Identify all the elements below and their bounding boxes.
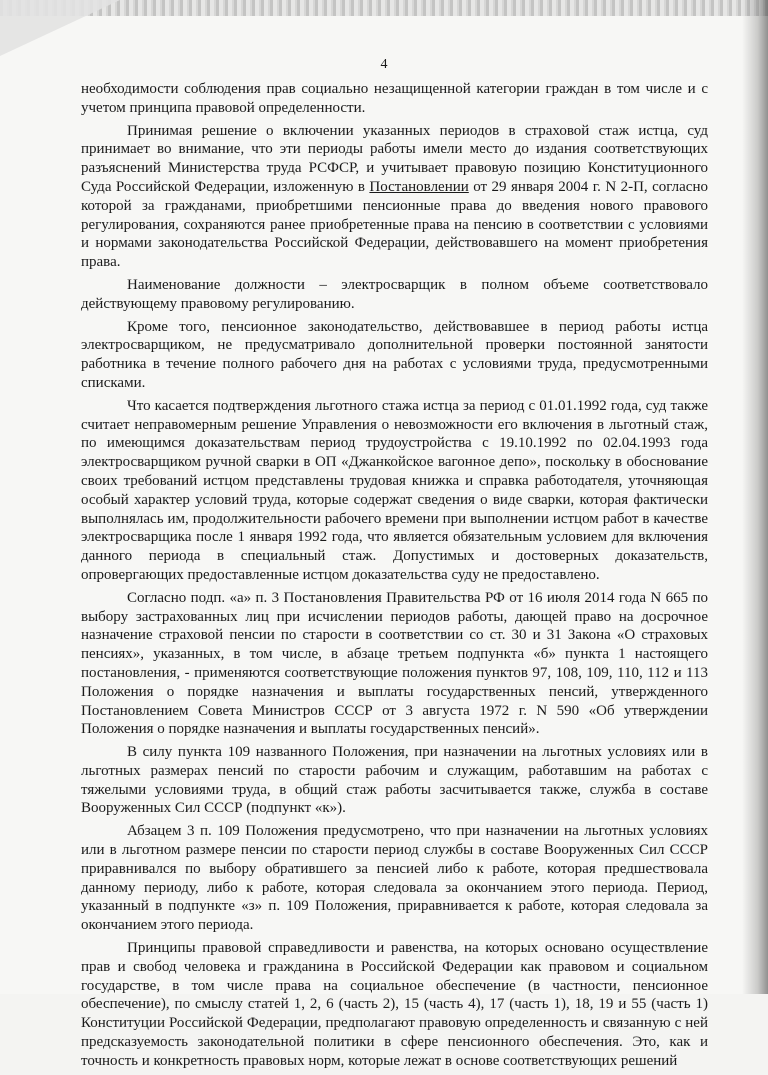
paragraph-pension-law: Кроме того, пенсионное законодательство, действовавшее в период работы истца электросварщиком, не предусматривало дополнительной проверки постоянной занятости работника в течение полного рабочего дня на работах с условиями труда, предусмотренными списками.	[81, 318, 708, 391]
paragraph-paragraph-3: Абзацем 3 п. 109 Положения предусмотрено, что при назначении на льготных условиях или в льготном размере пенсии по старости период службы в составе Вооруженных Сил СССР приравнивался по выбору обратившего за пенсией либо к работе, которая предшествовала данному периоду, либо к работе, которая следовала за окончанием этого периода. Период, указанный в подпункте «з» п. 109 Положения, приравнивается к работе, которая следовала за окончанием этого периода.	[81, 823, 708, 934]
paragraph-preferential-service: Что касается подтверждения льготного стажа истца за период с 01.01.1992 года, суд также считает неправомерным решение Управления о невозможности его включения в льготный стаж, по имеющимся доказательствам период трудоустройства с 19.10.1992 по 02.04.1993 года электросварщиком ручной сварки в ОП «Джанкойское вагонное депо», поскольку в обоснование своих требований истцом представлены трудовая книжка и справка работодателя, уточняющая особый характер условий труда, которые содержат сведения о виде сварки, которая фактически выполнялась им, продолжительности рабочего времени при выполнении истцом работ в качестве электросварщика после 1 января 1992 года, что является обязательным условием для включения данного периода в специальный стаж. Допустимых и достоверных доказательств, опровергающих предоставленные истцом доказательства суду не предоставлено.	[81, 397, 708, 583]
paragraph-principles: Принципы правовой справедливости и равенства, на которых основано осуществление прав и свобод человека и гражданина в Российской Федерации как правовом и социальном государстве, в том числе права на социальное обеспечение (в частности, пенсионное обеспечение), по смыслу статей 1, 2, 6 (часть 2), 15 (часть 4), 17 (часть 1), 18, 19 и 55 (часть 1) Конституции Российской Федерации, предполагают правовую определенность и связанную с ней предсказуемость законодательной политики в сфере пенсионного обеспечения. Это, как и точность и конкретность правовых норм, которые лежат в основе соответствующих решений	[81, 940, 708, 1069]
paragraph-position-title: Наименование должности – электросварщик в полном объеме соответствовало действующему правовому регулированию.	[81, 276, 708, 312]
scan-shadow-edge	[742, 0, 768, 994]
paragraph-constitutional-court	[81, 122, 708, 272]
paragraph-government-decree: Согласно подп. «а» п. 3 Постановления Правительства РФ от 16 июля 2014 года N 665 по выбору застрахованных лиц при исчислении периодов работы, дающей право на досрочное назначение страховой пенсии по старости в соответствии со ст. 30 и 31 Закона «О страховых пенсиях», указанных, в том числе, в абзаце третьем подпункта «б» пункта 1 настоящего постановления, - применяются соответствующие положения пунктов 97, 108, 109, 110, 112 и 113 Положения о порядке назначения и выплаты государственных пенсий, утвержденного Постановлением Совета Министров СССР от 3 августа 1972 г. N 590 «Об утверждении Положения о порядке назначения и выплаты государственных пенсий».	[81, 589, 708, 738]
paragraph-text: от 29 января 2004 г. N 2-П, согласно которой за гражданами, приобретшими пенсионные права до введения нового правового регулирования, сохраняются ранее приобретенные права на пенсию в соответствии с условиями и нормами законодательства Российской Федерации, действовавшего на момент приобретения права.	[81, 178, 708, 271]
folded-corner	[0, 0, 120, 56]
paragraph-point-109: В силу пункта 109 названного Положения, при назначении на льготных условиях или в льготных размерах пенсий по старости рабочим и служащим, работавшим на работах с тяжелыми условиями труда, в общий стаж работы засчитывается также, служба в составе Вооруженных Сил СССР (подпункт «к»).	[81, 744, 708, 817]
document-body	[81, 80, 708, 1075]
paragraph-text: Принимая решение о включении указанных периодов в страховой стаж истца, суд принимает во внимание, что эти периоды работы имели место до издания соответствующих разъяснений Министерства труда РСФСР, и учитывает правовую позицию Конституционного Суда Российской Федерации, изложенную в	[81, 122, 708, 195]
paragraph-continuation: необходимости соблюдения прав социально незащищенной категории граждан в том числе и с учетом принципа правовой определенности.	[81, 81, 708, 116]
page-number: 4	[380, 57, 388, 72]
resolution-link[interactable]: Постановлении	[369, 178, 469, 195]
